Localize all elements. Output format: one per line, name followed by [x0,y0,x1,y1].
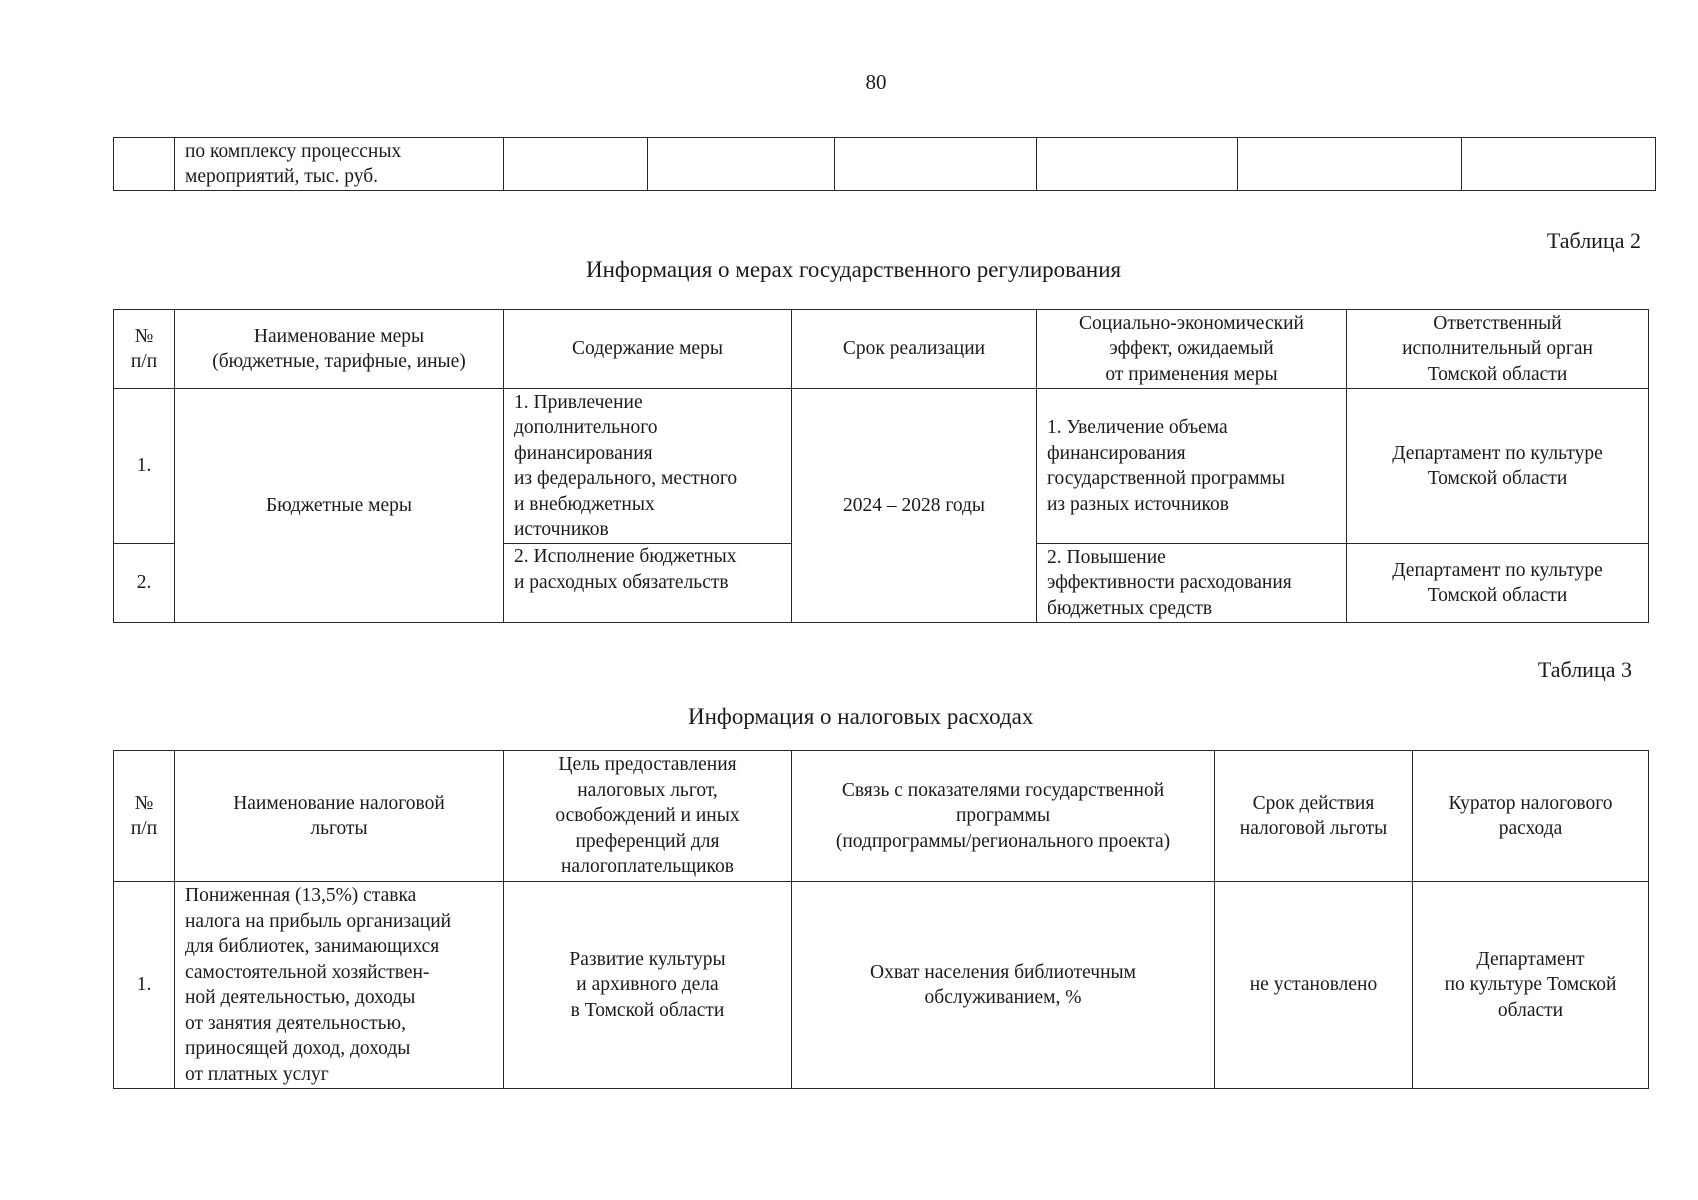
benefit-goal: Развитие культуры и архивного дела в Томской области [504,882,792,1089]
row-number: 2. [114,544,175,623]
expected-effect: 1. Увеличение объема финансирования государственной программы из разных источников [1037,389,1347,544]
table-label: Таблица 3 [1537,657,1632,682]
table-cell: по комплексу процессных мероприятий, тыс. руб. [175,138,504,191]
program-indicator-link: Охват населения библиотечным обслуживанием, % [792,882,1215,1089]
row-number: 1. [114,389,175,544]
table-header-row [114,310,1649,389]
table-header-cell: Срок действия налоговой льготы [1215,751,1413,882]
table-cell [1037,138,1238,191]
table-cell [648,138,835,191]
benefit-term: не установлено [1215,882,1413,1089]
tax-benefit-name: Пониженная (13,5%) ставка налога на прибыль организаций для библиотек, занимающихся самостоятельной хозяйствен- ной деятельностью, доходы от занятия деятельностью, приносящей доход, доходы от платных услуг [175,882,504,1089]
table-cell [114,138,175,191]
regulation-measures-table [113,309,1649,623]
page-number: 80 [865,70,887,94]
table-title: Информация о мерах государственного регулирования [586,257,1122,282]
table-header-cell: Ответственный исполнительный орган Томской области [1347,310,1649,389]
table-cell [835,138,1037,191]
measure-content: 2. Исполнение бюджетных и расходных обязательств [504,544,792,623]
table-header-cell: Наименование меры (бюджетные, тарифные, иные) [175,310,504,389]
table-header-cell: Социально-экономический эффект, ожидаемый от применения меры [1037,310,1347,389]
table-header-cell: Наименование налоговой льготы [175,751,504,882]
table-header-cell: Куратор налогового расхода [1413,751,1649,882]
table-cell [1462,138,1656,191]
measure-content: 1. Привлечение дополнительного финансирования из федерального, местного и внебюджетных источников [504,389,792,544]
measure-name: Бюджетные меры [175,389,504,623]
table-label: Таблица 2 [1546,228,1641,253]
table-cell [504,138,648,191]
table-row [114,389,1649,544]
responsible-body: Департамент по культуре Томской области [1347,389,1649,544]
table-cell [1238,138,1462,191]
table-header-cell: Связь с показателями государственной программы (подпрограммы/регионального проекта) [792,751,1215,882]
benefit-curator: Департамент по культуре Томской области [1413,882,1649,1089]
table-row [114,882,1649,1089]
continuation-table [113,137,1656,191]
table-header-cell: № п/п [114,751,175,882]
table-header-cell: Цель предоставления налоговых льгот, освобождений и иных преференций для налогоплательщиков [504,751,792,882]
row-number: 1. [114,882,175,1089]
table-header-cell: Содержание меры [504,310,792,389]
table-title: Информация о налоговых расходах [688,704,1034,729]
table-row [114,138,1656,191]
table-header-cell: Срок реализации [792,310,1037,389]
table-header-cell: № п/п [114,310,175,389]
table-header-row [114,751,1649,882]
tax-expenditures-table [113,750,1649,1089]
responsible-body: Департамент по культуре Томской области [1347,544,1649,623]
expected-effect: 2. Повышение эффективности расходования бюджетных средств [1037,544,1347,623]
implementation-period: 2024 – 2028 годы [792,389,1037,623]
